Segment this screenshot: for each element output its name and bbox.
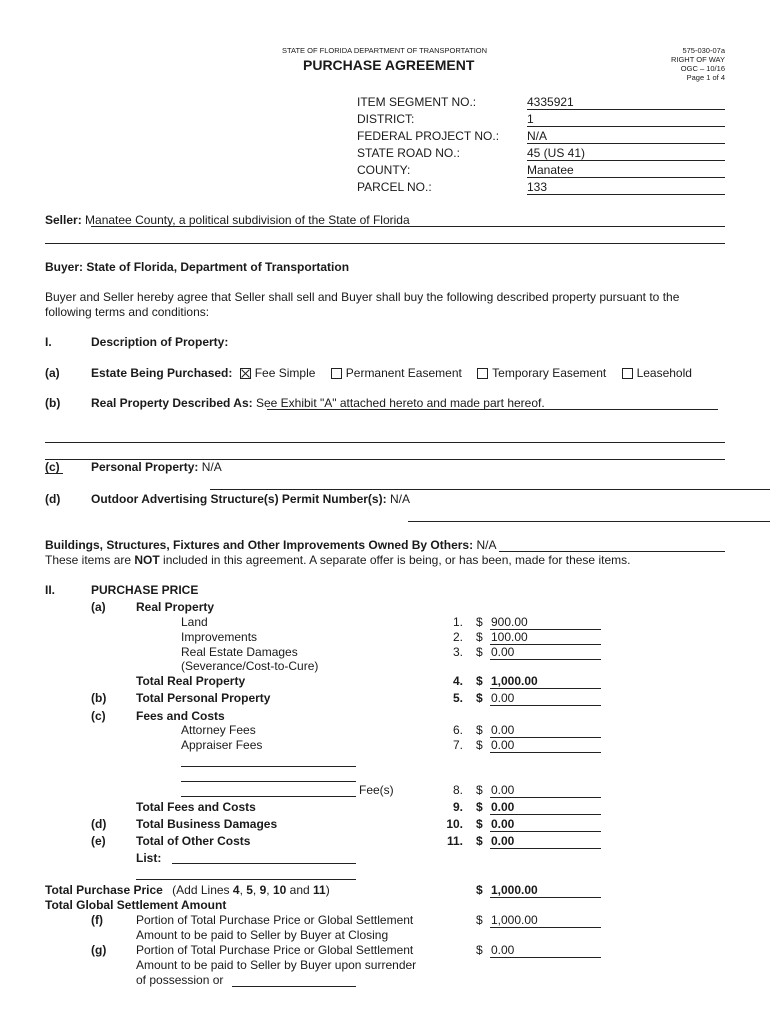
amount-line-9 [476, 800, 515, 814]
estate-fee-simple[interactable] [240, 366, 316, 380]
item-g-line: Portion of Total Purchase Price or Global Settlement [136, 943, 414, 957]
section-2-title: PURCHASE PRICE [91, 583, 199, 597]
info-row [357, 95, 727, 112]
buildings-value: N/A [476, 538, 497, 552]
estate-permanent-easement[interactable] [331, 366, 462, 380]
section-2-number: II. [45, 583, 56, 597]
amount-line-7 [476, 738, 515, 752]
line-ref: 4 [232, 883, 240, 897]
info-row [357, 163, 727, 180]
fee-blank-line [181, 781, 356, 782]
outdoor-advertising-label: Outdoor Advertising Structure(s) Permit Number(s): [91, 492, 387, 506]
outdoor-advertising-value: N/A [389, 492, 410, 506]
appraiser-fees-label: Appraiser Fees [181, 738, 263, 752]
seller-label: Seller: [45, 213, 82, 227]
personal-property-row [91, 460, 222, 474]
amount-line-2 [476, 630, 528, 644]
amount-value: 0.00 [490, 723, 601, 738]
info-value: 1 [527, 112, 725, 127]
note-text: These items are [45, 553, 135, 567]
amount-upon-surrender [476, 943, 515, 957]
real-property-label: Real Property Described As: [91, 396, 253, 410]
line-number: 3. [452, 645, 463, 659]
buildings-row [45, 538, 496, 552]
total-business-damages-label: Total Business Damages [136, 817, 278, 831]
estate-row [91, 366, 692, 380]
buildings-label: Buildings, Structures, Fixtures and Other Improvements Owned By Others: [45, 538, 474, 552]
currency: $ [476, 817, 483, 831]
currency: $ [476, 800, 483, 814]
fees-label: Fee(s) [359, 783, 394, 797]
info-label: STATE ROAD NO.: [357, 146, 460, 160]
info-row [357, 180, 727, 197]
item-d-number: (d) [91, 817, 107, 831]
note-text: ) [325, 883, 330, 897]
amount-value: 1,000.00 [490, 883, 601, 898]
note-text: , [252, 883, 260, 897]
info-label: DISTRICT: [357, 112, 415, 126]
currency: $ [476, 913, 483, 927]
amount-value: 0.00 [490, 834, 601, 849]
seller-row [45, 213, 410, 227]
improvements-label: Improvements [181, 630, 258, 644]
list-line [136, 879, 356, 880]
item-g-text [136, 943, 416, 988]
line-ref: 5 [246, 883, 253, 897]
note-text: , [266, 883, 273, 897]
real-property-value: See Exhibit "A" attached hereto and made part hereof. [255, 396, 545, 410]
currency: $ [476, 943, 483, 957]
line-number: 11. [446, 834, 463, 848]
agency-name: STATE OF FLORIDA DEPARTMENT OF TRANSPORTATION [282, 46, 488, 55]
estate-option-label: Temporary Easement [492, 366, 607, 380]
amount-value: 0.00 [490, 800, 601, 815]
section-1-title: Description of Property: [91, 335, 229, 349]
info-row [357, 146, 727, 163]
currency: $ [476, 738, 483, 752]
currency: $ [476, 615, 483, 629]
amount-value: 0.00 [490, 783, 601, 798]
currency: $ [476, 723, 483, 737]
checkbox-icon[interactable] [477, 368, 488, 379]
amount-line-8 [476, 783, 515, 797]
currency: $ [476, 783, 483, 797]
seller-underline [91, 226, 725, 227]
item-b-number: (b) [91, 691, 107, 705]
amount-line-11 [476, 834, 515, 848]
item-c-number: (c) [91, 709, 106, 723]
buyer-label: Buyer: [45, 260, 84, 274]
info-value: 45 (US 41) [527, 146, 725, 161]
item-f-line: Portion of Total Purchase Price or Global Settlement [136, 913, 414, 927]
fee-blank-line [181, 796, 356, 797]
note-text: included in this agreement. A separate offer is being, or has been, made for these items. [159, 553, 631, 567]
estate-option-label: Permanent Easement [345, 366, 462, 380]
add-lines-note [172, 883, 330, 897]
form-info [671, 46, 725, 82]
line-ref: 10 [272, 883, 287, 897]
line-ref: 11 [313, 883, 326, 897]
note-text: and [286, 883, 314, 897]
item-g-number: (g) [91, 943, 107, 957]
line-ref: 9 [259, 883, 267, 897]
seller-line-2 [45, 243, 725, 244]
intro-paragraph: Buyer and Seller hereby agree that Seller shall sell and Buyer shall buy the following described property pursuant to the following terms and conditions: [45, 290, 680, 319]
line-number: 4. [452, 674, 463, 688]
item-b-number: (b) [45, 396, 61, 410]
amount-line-3 [476, 645, 515, 659]
item-a-number: (a) [91, 600, 106, 614]
currency: $ [476, 630, 483, 644]
line-number: 9. [452, 800, 463, 814]
currency: $ [476, 834, 483, 848]
damages-label: Real Estate Damages [181, 645, 298, 659]
buildings-note [45, 553, 630, 567]
item-c-underline [45, 473, 63, 474]
item-c-number: (c) [45, 460, 60, 474]
possession-line [232, 986, 356, 987]
blank-line [45, 442, 725, 443]
amount-value: 1,000.00 [490, 674, 601, 689]
amount-at-closing [476, 913, 538, 927]
currency: $ [476, 883, 483, 897]
seller-value: Manatee County, a political subdivision of the State of Florida [85, 213, 410, 227]
buildings-underline [499, 551, 725, 552]
total-real-property-label: Total Real Property [136, 674, 246, 688]
line-number: 7. [452, 738, 463, 752]
section-1-number: I. [45, 335, 52, 349]
info-label: ITEM SEGMENT NO.: [357, 95, 477, 109]
item-g-line: of possession or [136, 973, 224, 987]
form-rev: OGC – 10/16 [680, 64, 725, 73]
amount-value: 0.00 [490, 943, 601, 958]
item-e-number: (e) [91, 834, 106, 848]
amount-line-10 [476, 817, 515, 831]
real-property-row [91, 396, 545, 410]
buyer-value: State of Florida, Department of Transportation [86, 260, 350, 274]
form-dept: RIGHT OF WAY [670, 55, 725, 64]
real-property-underline [267, 409, 718, 410]
amount-line-6 [476, 723, 515, 737]
note-text: , [239, 883, 247, 897]
amount-value: 0.00 [490, 691, 601, 706]
total-fees-label: Total Fees and Costs [136, 800, 256, 814]
real-property-heading: Real Property [136, 600, 215, 614]
info-value: N/A [527, 129, 725, 144]
info-label: COUNTY: [357, 163, 411, 177]
item-d-number: (d) [45, 492, 61, 506]
amount-value: 100.00 [490, 630, 601, 645]
info-row [357, 112, 727, 129]
info-value: 4335921 [527, 95, 725, 110]
personal-property-value: N/A [201, 460, 222, 474]
outdoor-advertising-line [408, 521, 770, 522]
item-g-line: Amount to be paid to Seller by Buyer upon surrender [136, 958, 417, 972]
line-number: 1. [452, 615, 463, 629]
item-f-number: (f) [91, 913, 103, 927]
fees-costs-heading: Fees and Costs [136, 709, 225, 723]
amount-value: 900.00 [490, 615, 601, 630]
amount-line-5 [476, 691, 515, 705]
severance-label: (Severance/Cost-to-Cure) [181, 659, 319, 673]
line-number: 2. [452, 630, 463, 644]
currency: $ [476, 691, 483, 705]
amount-value: 0.00 [490, 645, 601, 660]
page-title: PURCHASE AGREEMENT [303, 57, 475, 73]
amount-value: 0.00 [490, 738, 601, 753]
buyer-row [45, 260, 349, 274]
note-emphasis: NOT [134, 553, 160, 567]
page-number: Page 1 of 4 [686, 73, 725, 82]
list-line [172, 863, 356, 864]
currency: $ [476, 674, 483, 688]
total-purchase-price-row [45, 883, 330, 897]
total-personal-property-label: Total Personal Property [136, 691, 271, 705]
item-f-line: Amount to be paid to Seller by Buyer at Closing [136, 928, 389, 942]
info-value: Manatee [527, 163, 725, 178]
line-number: 10. [446, 817, 463, 831]
attorney-fees-label: Attorney Fees [181, 723, 256, 737]
info-label: FEDERAL PROJECT NO.: [357, 129, 500, 143]
personal-property-line [210, 489, 770, 490]
info-block [357, 95, 727, 197]
checkbox-icon[interactable] [331, 368, 342, 379]
outdoor-advertising-row [91, 492, 410, 506]
amount-value: 1,000.00 [490, 913, 601, 928]
amount-line-1 [476, 615, 528, 629]
line-number: 8. [452, 783, 463, 797]
land-label: Land [181, 615, 208, 629]
currency: $ [476, 645, 483, 659]
estate-label: Estate Being Purchased: [91, 366, 233, 380]
estate-option-label: Fee Simple [254, 366, 316, 380]
amount-total-purchase [476, 883, 538, 897]
checkbox-icon[interactable] [622, 368, 633, 379]
estate-leasehold[interactable] [622, 366, 692, 380]
checkbox-checked-icon[interactable] [240, 368, 251, 379]
total-other-costs-label: Total of Other Costs [136, 834, 251, 848]
total-purchase-price-label: Total Purchase Price [45, 883, 163, 897]
form-number: 575-030-07a [682, 46, 725, 55]
estate-option-label: Leasehold [636, 366, 692, 380]
list-label: List: [136, 851, 162, 865]
fee-blank-line [181, 766, 356, 767]
line-number: 5. [452, 691, 463, 705]
note-text: (Add Lines [172, 883, 233, 897]
info-label: PARCEL NO.: [357, 180, 432, 194]
info-row [357, 129, 727, 146]
item-a-number: (a) [45, 366, 60, 380]
estate-temporary-easement[interactable] [477, 366, 606, 380]
amount-line-4 [476, 674, 538, 688]
personal-property-label: Personal Property: [91, 460, 199, 474]
line-number: 6. [452, 723, 463, 737]
info-value: 133 [527, 180, 725, 195]
item-f-text [136, 913, 413, 943]
amount-value: 0.00 [490, 817, 601, 832]
total-global-settlement-label: Total Global Settlement Amount [45, 898, 227, 912]
